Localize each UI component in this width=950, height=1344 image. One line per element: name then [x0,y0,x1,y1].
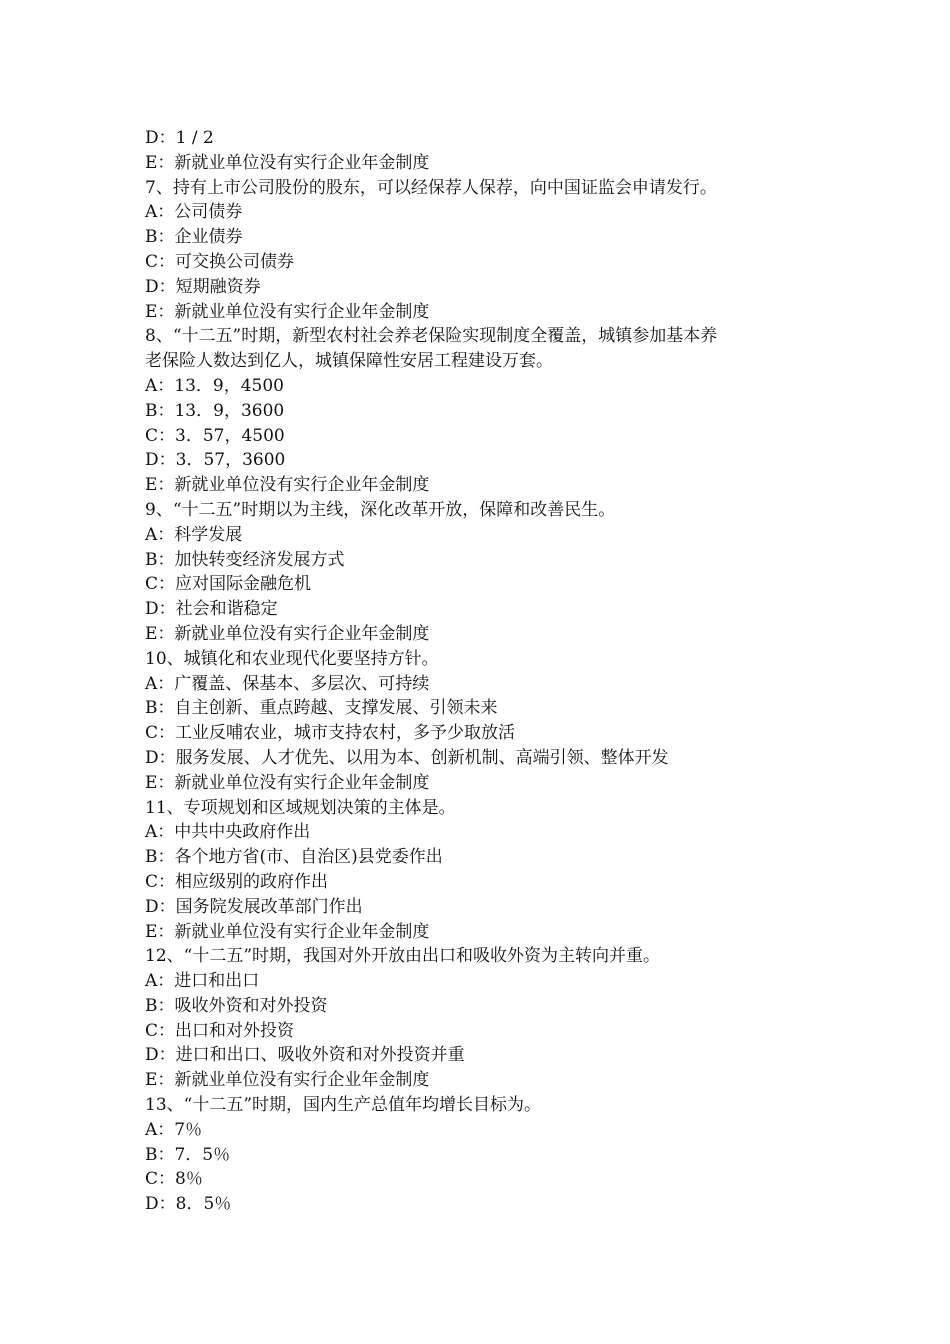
question-8-option-d: D：3．57，3600 [145,450,286,471]
option-e-line: E：新就业单位没有实行企业年金制度 [145,152,430,173]
question-13-option-d: D：8．5％ [145,1194,232,1215]
question-11: 11、专项规划和区域规划决策的主体是。 [145,797,456,818]
question-9: 9、“十二五”时期以为主线，深化改革开放，保障和改善民生。 [145,499,616,520]
question-10-option-a: A：广覆盖、保基本、多层次、可持续 [145,673,430,694]
question-8-option-b: B：13．9，3600 [145,400,285,421]
question-12: 12、“十二五”时期，我国对外开放由出口和吸收外资为主转向并重。 [145,946,661,967]
question-7-option-b: B：企业债券 [145,227,243,248]
question-7-option-c: C：可交换公司债券 [145,251,295,272]
question-13-option-c: C：8％ [145,1169,203,1190]
question-8-option-c: C：3．57，4500 [145,425,285,446]
question-9-option-e: E：新就业单位没有实行企业年金制度 [145,623,430,644]
question-7: 7、持有上市公司股份的股东，可以经保荐人保荐，向中国证监会申请发行。 [145,177,717,198]
question-12-option-d: D：进口和出口、吸收外资和对外投资并重 [145,1045,465,1066]
question-8-line-1: 8、“十二五”时期，新型农村社会养老保险实现制度全覆盖，城镇参加基本养 [145,326,718,347]
question-10: 10、城镇化和农业现代化要坚持方针。 [145,648,439,669]
question-7-option-a: A：公司债券 [145,202,243,223]
question-8-line-2: 老保险人数达到亿人，城镇保障性安居工程建设万套。 [145,351,553,372]
question-9-option-d: D：社会和谐稳定 [145,599,278,620]
question-7-option-d: D：短期融资券 [145,276,261,297]
question-8-option-a: A：13．9，4500 [145,375,284,396]
question-10-option-d: D：服务发展、人才优先、以用为本、创新机制、高端引领、整体开发 [145,747,669,768]
question-10-option-c: C：工业反哺农业，城市支持农村，多予少取放活 [145,723,516,744]
question-12-option-a: A：进口和出口 [145,971,260,992]
document-body [145,126,825,1217]
question-12-option-b: B：吸收外资和对外投资 [145,995,328,1016]
question-9-option-a: A：科学发展 [145,524,243,545]
question-11-option-b: B：各个地方省(市、自治区)县党委作出 [145,847,443,868]
question-11-option-d: D：国务院发展改革部门作出 [145,896,363,917]
option-d-line: D：1 / 2 [145,128,214,148]
question-13-option-a: A：7％ [145,1119,203,1140]
question-7-option-e: E：新就业单位没有实行企业年金制度 [145,301,430,322]
question-12-option-c: C：出口和对外投资 [145,1020,295,1041]
question-9-option-b: B：加快转变经济发展方式 [145,549,345,570]
question-10-option-b: B：自主创新、重点跨越、支撑发展、引领未来 [145,698,498,719]
question-11-option-e: E：新就业单位没有实行企业年金制度 [145,921,430,942]
question-9-option-c: C：应对国际金融危机 [145,574,312,595]
question-12-option-e: E：新就业单位没有实行企业年金制度 [145,1070,430,1091]
question-10-option-e: E：新就业单位没有实行企业年金制度 [145,772,430,793]
question-13: 13、“十二五”时期，国内生产总值年均增长目标为。 [145,1095,542,1116]
question-11-option-c: C：相应级别的政府作出 [145,871,329,892]
question-8-option-e: E：新就业单位没有实行企业年金制度 [145,475,430,496]
question-11-option-a: A：中共中央政府作出 [145,822,311,843]
question-13-option-b: B：7．5％ [145,1144,231,1165]
